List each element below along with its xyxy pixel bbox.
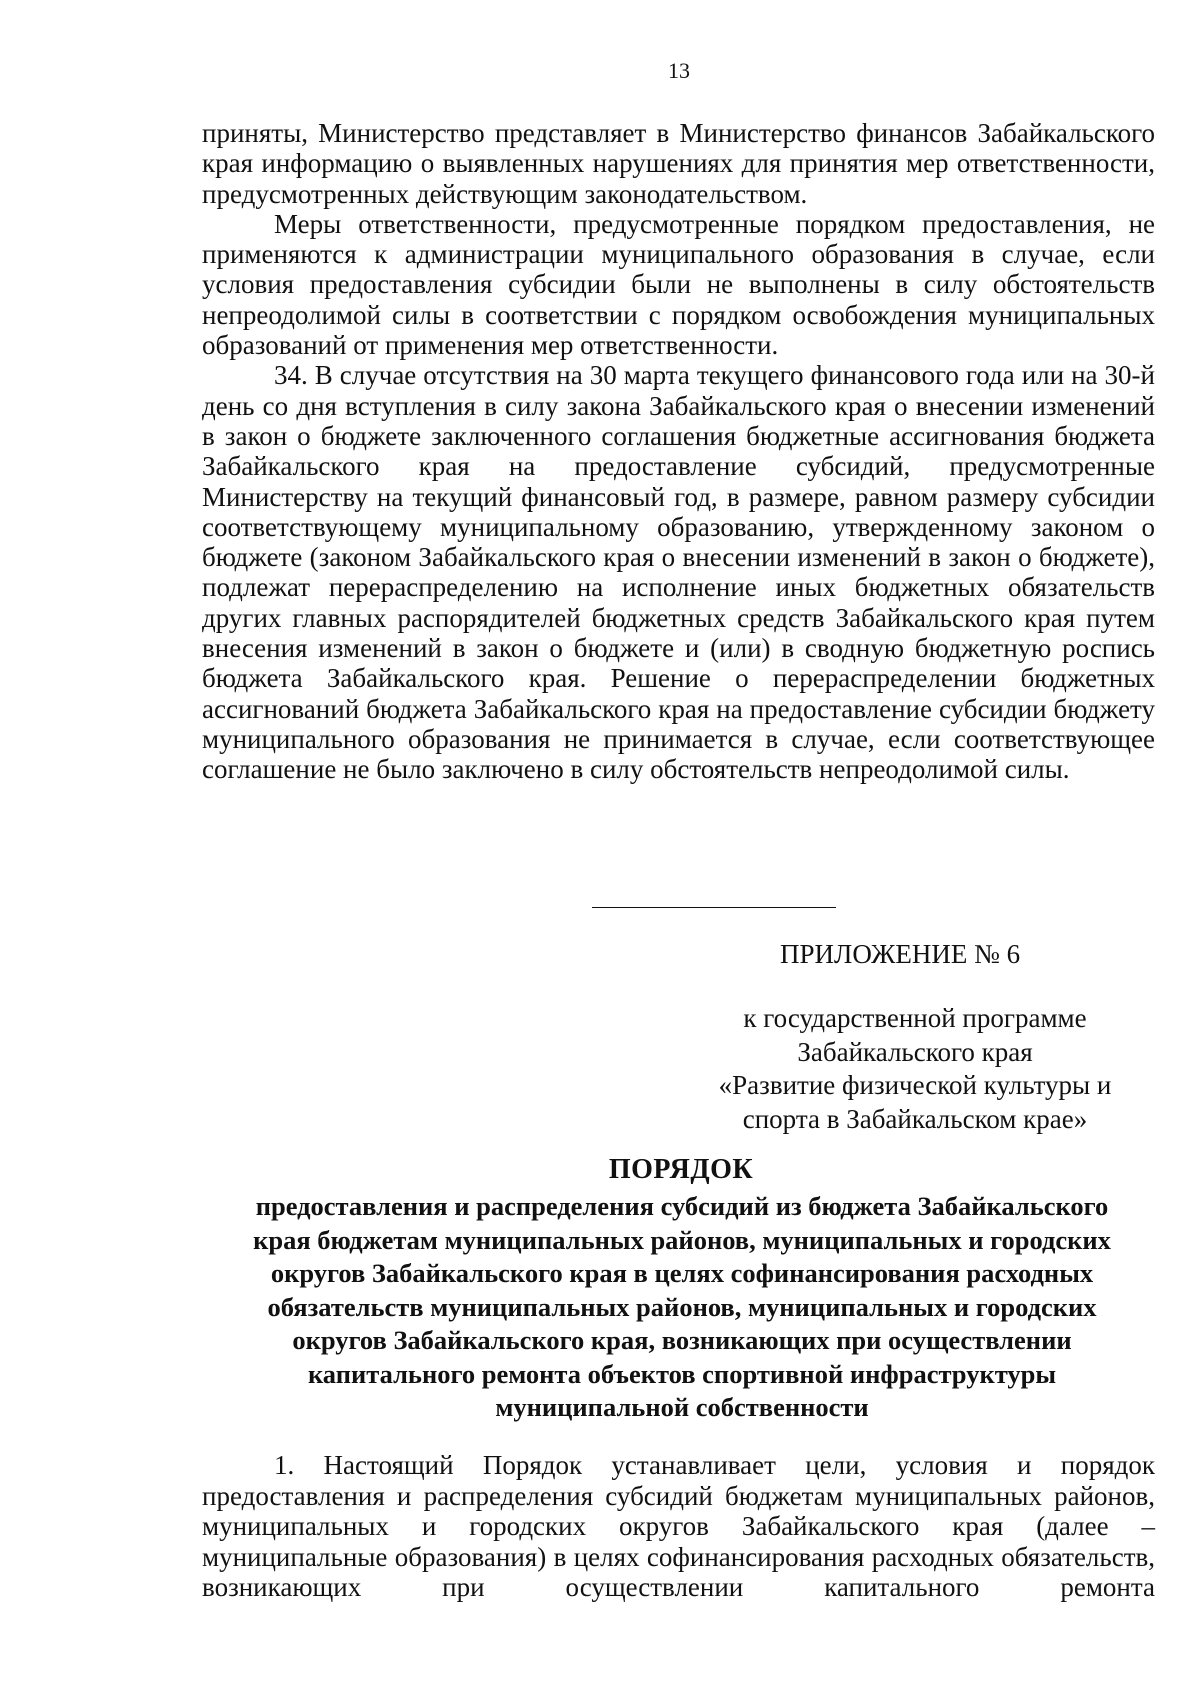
appendix-line: к государственной программе (743, 1003, 1087, 1033)
order-body (202, 1450, 1155, 1603)
appendix-title: ПРИЛОЖЕНИЕ № 6 (780, 939, 1021, 969)
paragraph-34: 34. В случае отсутствия на 30 марта текущего финансового года или на 30-й день со дня вступления в силу закона Забайкальского края о внесении изменений в закон о бюджете заключенного соглашения бюджетные ассигнования бюджета Забайкальского края на предоставление субсидий, предусмотренные Министерству на текущий финансовый год, в размере, равном размеру субсидии соответствующему муниципальному образованию, утвержденному законом о бюджете (законом Забайкальского края о внесении изменений в закон о бюджете), подлежат перераспределению на исполнение иных бюджетных обязательств других главных распорядителей бюджетных средств Забайкальского края путем внесения изменений в закон о бюджете и (или) в сводную бюджетную роспись бюджета Забайкальского края. Решение о перераспределении бюджетных ассигнований бюджета Забайкальского края на предоставление субсидии бюджету муниципального образования не принимается в случае, если соответствующее соглашение не было заключено в силу обстоятельств непреодолимой силы. (202, 360, 1155, 785)
order-paragraph-1: 1. Настоящий Порядок устанавливает цели, условия и порядок предоставления и распределения субсидий бюджетам муниципальных районов, муниципальных и городских округов Забайкальского края (далее – муниципальные образования) в целях софинансирования расходных обязательств, возникающих при осуществлении капитального ремонта (202, 1450, 1155, 1602)
appendix-line: Забайкальского края (797, 1036, 1033, 1067)
appendix-line: спорта в Забайкальском крае» (742, 1103, 1088, 1134)
order-subtitle-line: капитального ремонта объектов спортивной инфраструктуры (307, 1358, 1057, 1389)
body-text (202, 118, 1155, 785)
order-subtitle-line: края бюджетам муниципальных районов, муниципальных и городских (253, 1224, 1111, 1255)
section-separator (592, 907, 836, 908)
appendix-line: «Развитие физической культуры и (718, 1070, 1112, 1100)
order-subtitle-line: муниципальной собственности (495, 1392, 869, 1422)
order-title: ПОРЯДОК (608, 1154, 754, 1185)
paragraph-continuation: приняты, Министерство представляет в Министерство финансов Забайкальского края информацию о выявленных нарушениях для принятия мер ответственности, предусмотренных действующим законодательством. (202, 118, 1155, 209)
order-subtitle-line: округов Забайкальского края, возникающих при осуществлении (292, 1325, 1072, 1355)
page-number: 13 (668, 58, 690, 83)
order-subtitle (210, 1190, 1154, 1425)
order-subtitle-line: предоставления и распределения субсидий из бюджета Забайкальского (255, 1191, 1109, 1221)
order-subtitle-line: округов Забайкальского края в целях софинансирования расходных (270, 1258, 1094, 1288)
appendix-reference (690, 1002, 1140, 1136)
order-subtitle-line: обязательств муниципальных районов, муниципальных и городских (267, 1291, 1097, 1322)
paragraph-responsibility: Меры ответственности, предусмотренные порядком предоставления, не применяются к администрации муниципального образования в случае, если условия предоставления субсидии были не выполнены в силу обстоятельств непреодолимой силы в соответствии с порядком освобождения муниципальных образований от применения мер ответственности. (202, 208, 1155, 361)
